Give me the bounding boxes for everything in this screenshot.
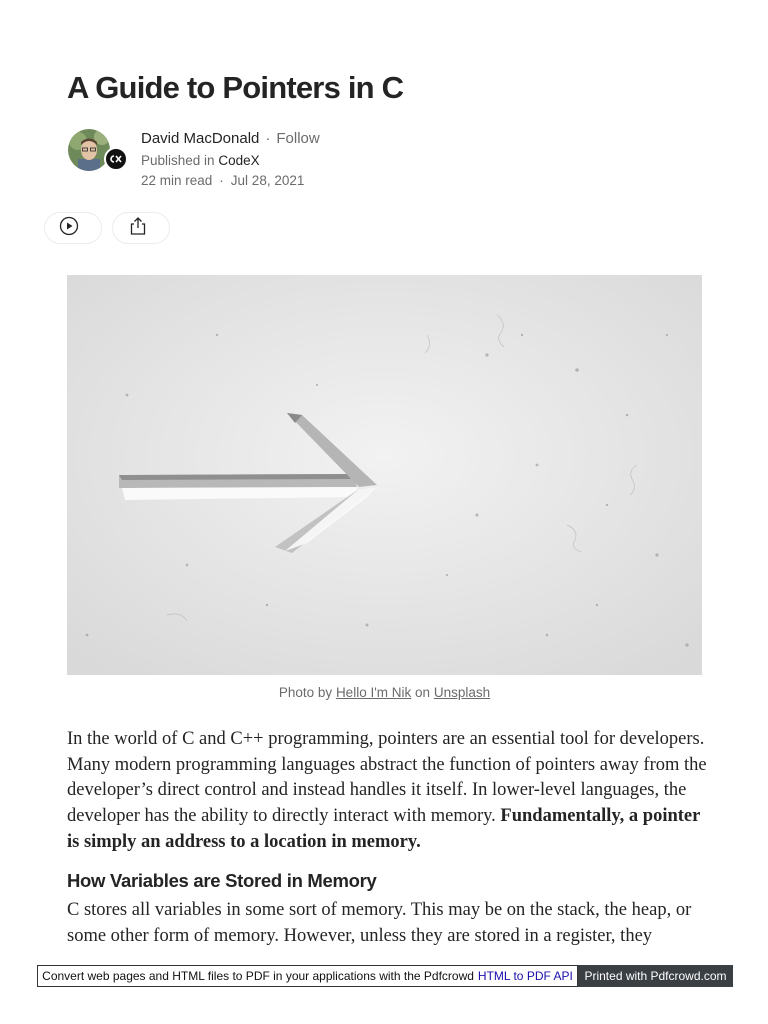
hero-image [67,275,702,675]
author-name[interactable]: David MacDonald [141,130,260,147]
section-heading: How Variables are Stored in Memory [67,870,377,891]
read-time: 22 min read [141,173,213,188]
pdf-banner-text: Convert web pages and HTML files to PDF in your applications with the Pdfcrowd [42,969,474,983]
paragraph-intro-text: In the world of C and C++ programming, pointers are an essential tool for developers. Many modern programming languages abstract the function of pointers away from the developer’s direct control and instead handles it itself. In lower-level languages, the developer has the ability to directly interact with memory. [67,729,707,827]
publication-link[interactable]: CodeX [218,153,260,168]
caption-prefix: Photo by [278,685,333,700]
share-icon [129,216,147,241]
follow-button[interactable]: Follow [276,130,320,147]
pdf-api-link[interactable]: HTML to PDF API [477,969,573,983]
share-button[interactable] [112,212,170,244]
publication-line [141,153,260,168]
caption-middle: on [415,685,431,700]
photographer-link[interactable]: Hello I'm Nik [335,685,412,700]
byline-separator: · [265,130,271,147]
pdf-banner-text-box [37,965,578,987]
article-title: A Guide to Pointers in C [67,70,404,105]
listen-button[interactable] [44,212,102,244]
read-info-separator: · [219,173,224,188]
pdf-banner [37,965,733,987]
play-circle-icon [59,216,79,241]
read-info [141,173,304,188]
paragraph-intro [67,727,707,856]
publication-logo-icon[interactable] [104,147,128,171]
source-link[interactable]: Unsplash [433,685,491,700]
published-in-label: Published in [141,153,215,168]
image-caption [67,685,702,700]
paragraph-memory: C stores all variables in some sort of memory. This may be on the stack, the heap, or some other form of memory. However, unless they are stored in a register, they [67,900,692,946]
publish-date: Jul 28, 2021 [230,173,305,188]
pdf-printed-badge[interactable]: Printed with Pdfcrowd.com [578,965,733,987]
byline [141,130,320,147]
author-avatar[interactable] [68,129,110,171]
paragraph-intro-bold: Fundamentally, a pointer is simply an address to a location in memory. [67,806,701,852]
